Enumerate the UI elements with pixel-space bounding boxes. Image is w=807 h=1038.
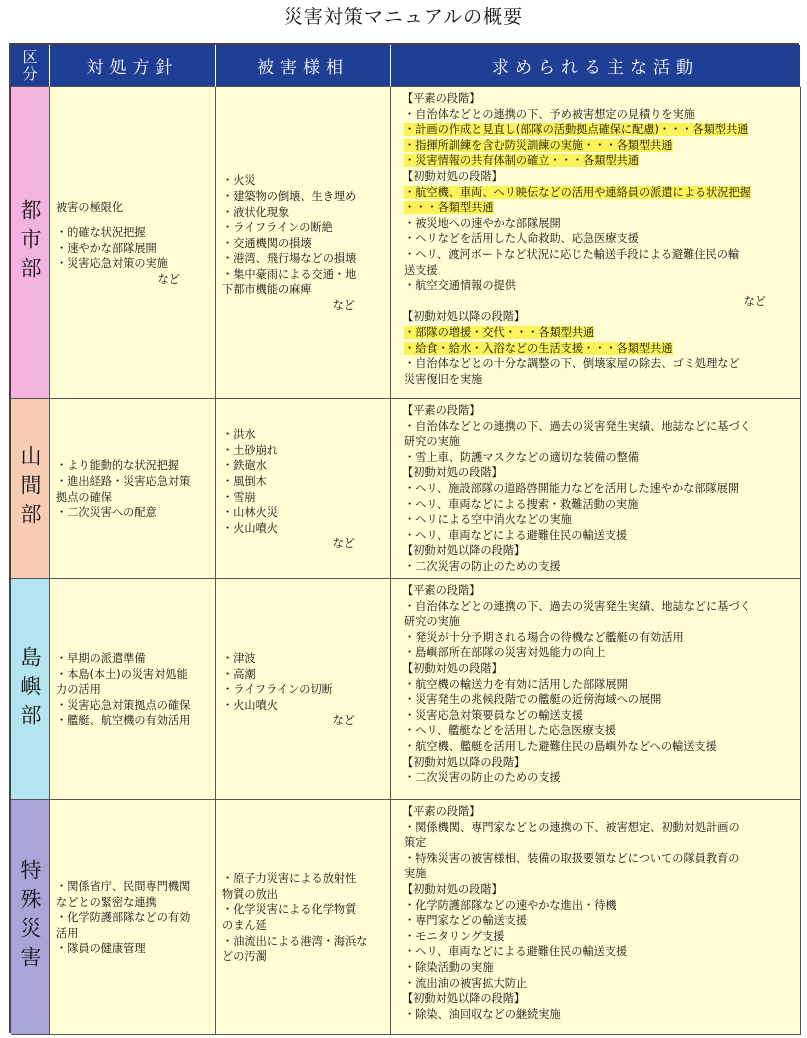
text-line: 実施 (404, 867, 427, 881)
text-line: のまん延 (222, 919, 267, 932)
text-line: ・二次災害の防止のための支援 (404, 771, 561, 785)
text-line: ・雪崩 (222, 490, 256, 504)
text-line (404, 325, 796, 341)
text-line: ・集中豪雨による交通・地 (222, 267, 357, 281)
text-line: などとの緊密な連携 (56, 895, 157, 909)
damage-cell (216, 579, 391, 800)
text-line (404, 153, 796, 169)
text-line (404, 341, 796, 357)
header-category-char-2: 分 (22, 64, 38, 83)
text-line (56, 215, 210, 225)
text-line: ・港湾、飛行場などの損壊 (222, 252, 357, 266)
text-line: ・津波 (222, 652, 256, 666)
text-line: 被害の極限化 (56, 200, 124, 214)
text-line: 送支援 (404, 263, 438, 277)
activities-cell (391, 87, 801, 399)
text-line: 【平素の段階】 (402, 584, 481, 597)
text-line: ・より能動的な状況把握 (56, 459, 180, 473)
text-line: ・隊員の健康管理 (56, 942, 146, 956)
text-line: ・ヘリ、車両などによる避難住民の輸送支援 (404, 945, 628, 959)
text-line: 【平素の段階】 (402, 92, 481, 105)
text-line: 物質の放出 (222, 887, 278, 901)
damage-cell (216, 399, 391, 579)
text-line: ・建築物の倒壊、生き埋め (222, 189, 357, 203)
text-line: ・艦艇、航空機の有効活用 (56, 714, 191, 728)
text-line: ・山林火災 (222, 506, 278, 520)
text-line: ・モニタリング支援 (404, 929, 505, 943)
text-line: ・二次災害の防止のための支援 (404, 559, 561, 573)
activities-cell (391, 800, 801, 1035)
text-line: ・航空機、艦艇を活用した避難住民の島嶼外などへの輸送支援 (404, 739, 717, 753)
header-activities: 求められる主な活動 (391, 45, 801, 87)
text-line: 活用 (56, 926, 79, 940)
text-line: 策定 (404, 836, 427, 850)
text-line: ・化学防護部隊などの有効 (56, 911, 191, 925)
text-line: ・土砂崩れ (222, 443, 278, 457)
policy-cell (50, 399, 216, 579)
text-line: ・高潮 (222, 667, 256, 681)
text-line: ・ヘリなどを活用した人命救助、応急医療支援 (404, 232, 639, 246)
summary-table (9, 43, 799, 1033)
highlighted-text: ・部隊の増援・交代・・・各類型共通 (404, 325, 595, 339)
header-policy: 対処方針 (50, 45, 216, 87)
highlighted-text: ・給食・給水・入浴などの生活支援・・・各類型共通 (404, 341, 673, 355)
text-line (404, 122, 796, 138)
text-line: ・進出経路・災害応急対策 (56, 474, 191, 488)
text-line: 力の活用 (56, 683, 101, 697)
text-line: ・化学災害による化学物質 (222, 903, 357, 917)
policy-cell (50, 87, 216, 399)
text-line: ・ヘリ、車両などによる捜索・救難活動の実施 (404, 497, 639, 511)
text-line: など (332, 299, 355, 313)
text-line: 【初動対処の段階】 (402, 661, 503, 675)
text-line: 【平素の段階】 (402, 805, 481, 818)
text-line: ・災害発生の兆候段階での艦艇の近傍海域への展開 (404, 693, 662, 707)
text-line: ・自治体などとの連携の下、過去の災害発生実績、地誌などに基づく (404, 599, 751, 613)
text-line: など (332, 714, 355, 728)
text-line: 【初動対処以降の段階】 (402, 992, 526, 1006)
text-line: ・専門家などの輸送支援 (404, 914, 528, 928)
damage-cell (216, 87, 391, 399)
text-line: 【初動対処以降の段階】 (402, 755, 526, 769)
text-line: ・関係機関、専門家などとの連携の下、被害想定、初動対処計画の (404, 820, 740, 834)
text-line (404, 200, 796, 216)
text-line: ・油流出による港湾・海浜な (222, 934, 368, 948)
text-line: ・火災 (222, 174, 256, 188)
text-line: ・自治体などとの連携の下、予め被害想定の見積りを実施 (404, 107, 695, 121)
activities-cell (391, 399, 801, 579)
text-line: ・本島(本土)の災害対処能 (56, 667, 188, 681)
text-line: 研究の実施 (404, 435, 460, 449)
text-line: ・風倒木 (222, 474, 267, 488)
text-line: ・特殊災害の被害様相、装備の取扱要領などについての隊員教育の (404, 851, 740, 865)
text-line: ・災害応急対策の実施 (56, 257, 168, 271)
text-line: ・交通機関の損壊 (222, 236, 312, 250)
category-special (11, 800, 50, 1035)
text-line: ・ライフラインの断絶 (222, 221, 333, 235)
text-line: ・火山噴火 (222, 521, 278, 535)
text-line: ・除染活動の実施 (404, 960, 494, 974)
text-line: ・火山噴火 (222, 698, 278, 712)
text-line: ・除染、油回収などの継続実施 (404, 1007, 561, 1021)
text-line: 拠点の確保 (56, 490, 112, 504)
highlighted-text: ・指揮所訓練を含む防災訓練の実施・・・各類型共通 (404, 138, 673, 152)
text-line: 【初動対処以降の段階】 (402, 310, 526, 324)
activities-cell (391, 579, 801, 800)
category-urban (11, 87, 50, 399)
text-line: ・液状化現象 (222, 205, 290, 219)
text-line: など (743, 294, 766, 308)
page-title: 災害対策マニュアルの概要 (283, 6, 524, 28)
text-line: ・早期の派遣準備 (56, 652, 146, 666)
text-line: どの汚濁 (222, 950, 267, 964)
text-line: ・自治体などとの十分な調整の下、倒壊家屋の除去、ゴミ処理など (404, 357, 740, 371)
highlighted-text: ・災害情報の共有体制の確立・・・各類型共通 (404, 154, 639, 168)
text-line (404, 138, 796, 154)
text-line: 【平素の段階】 (402, 404, 481, 417)
text-line: ・流出油の被害拡大防止 (404, 976, 528, 990)
text-line: ・ヘリ、渡河ボートなど状況に応じた輸送手段による避難住民の輸 (404, 247, 740, 261)
text-line: 【初動対処の段階】 (402, 882, 503, 896)
category-label: 島嶼部 (18, 645, 42, 733)
text-line: など (332, 537, 355, 551)
damage-cell (216, 800, 391, 1035)
text-line (404, 185, 796, 201)
highlighted-text: ・航空機、車両、ヘリ映伝などの活用や連絡員の派遣による状況把握 (404, 185, 751, 199)
text-line: ・自治体などとの連携の下、過去の災害発生実績、地誌などに基づく (404, 419, 751, 433)
category-label: 都市部 (18, 199, 42, 286)
highlighted-text: ・計画の作成と見直し(部隊の活動拠点確保に配慮)・・・各類型共通 (404, 123, 749, 137)
text-line: ・ヘリ、車両などによる避難住民の輸送支援 (404, 528, 628, 542)
category-label: 特殊災害 (18, 859, 42, 975)
text-line: ・ライフラインの切断 (222, 683, 333, 697)
highlighted-text: ・・・各類型共通 (404, 201, 494, 215)
text-line: ・化学防護部隊などの速やかな進出・待機 (404, 898, 617, 912)
text-line: ・航空機の輸送力を有効に活用した部隊展開 (404, 677, 628, 691)
text-line: 【初動対処以降の段階】 (402, 544, 526, 558)
text-line: ・航空交通情報の提供 (404, 279, 516, 293)
text-line: 【初動対処の段階】 (402, 169, 503, 183)
policy-cell (50, 800, 216, 1035)
header-category (11, 45, 50, 87)
text-line: など (157, 272, 180, 286)
header-damage: 被害様相 (216, 45, 391, 87)
text-line: ・被災地への速やかな部隊展開 (404, 216, 561, 230)
text-line: ・災害応急対策要員などの輸送支援 (404, 708, 584, 722)
text-line: 下都市機能の麻痺 (222, 283, 312, 297)
text-line: 災害復旧を実施 (404, 372, 483, 386)
text-line: 【初動対処の段階】 (402, 466, 503, 480)
text-line: ・発災が十分予期される場合の待機など艦艇の有効活用 (404, 630, 684, 644)
category-label: 山間部 (18, 445, 42, 532)
text-line: ・雪上車、防護マスクなどの適切な装備の整備 (404, 450, 639, 464)
text-line: ・的確な状況把握 (56, 226, 146, 240)
text-line: ・ヘリ、施設部隊の道路啓開能力などを活用した速やかな部隊展開 (404, 481, 740, 495)
text-line: ・関係省庁、民間専門機関 (56, 880, 191, 894)
text-line: 研究の実施 (404, 615, 460, 629)
category-mountain (11, 399, 50, 579)
text-line: ・二次災害への配意 (56, 506, 157, 520)
category-island (11, 579, 50, 800)
text-line: ・ヘリ、艦艇などを活用した応急医療支援 (404, 724, 617, 738)
policy-cell (50, 579, 216, 800)
text-line: ・原子力災害による放射性 (222, 872, 357, 886)
text-line: ・鉄砲水 (222, 459, 267, 473)
text-line: ・速やかな部隊展開 (56, 241, 157, 255)
text-line: ・ヘリによる空中消火などの実施 (404, 513, 572, 527)
text-line: ・洪水 (222, 428, 256, 442)
text-line: ・島嶼部所在部隊の災害対処能力の向上 (404, 646, 606, 660)
header-category-char-1: 区 (22, 47, 38, 66)
text-line: ・災害応急対策拠点の確保 (56, 698, 191, 712)
